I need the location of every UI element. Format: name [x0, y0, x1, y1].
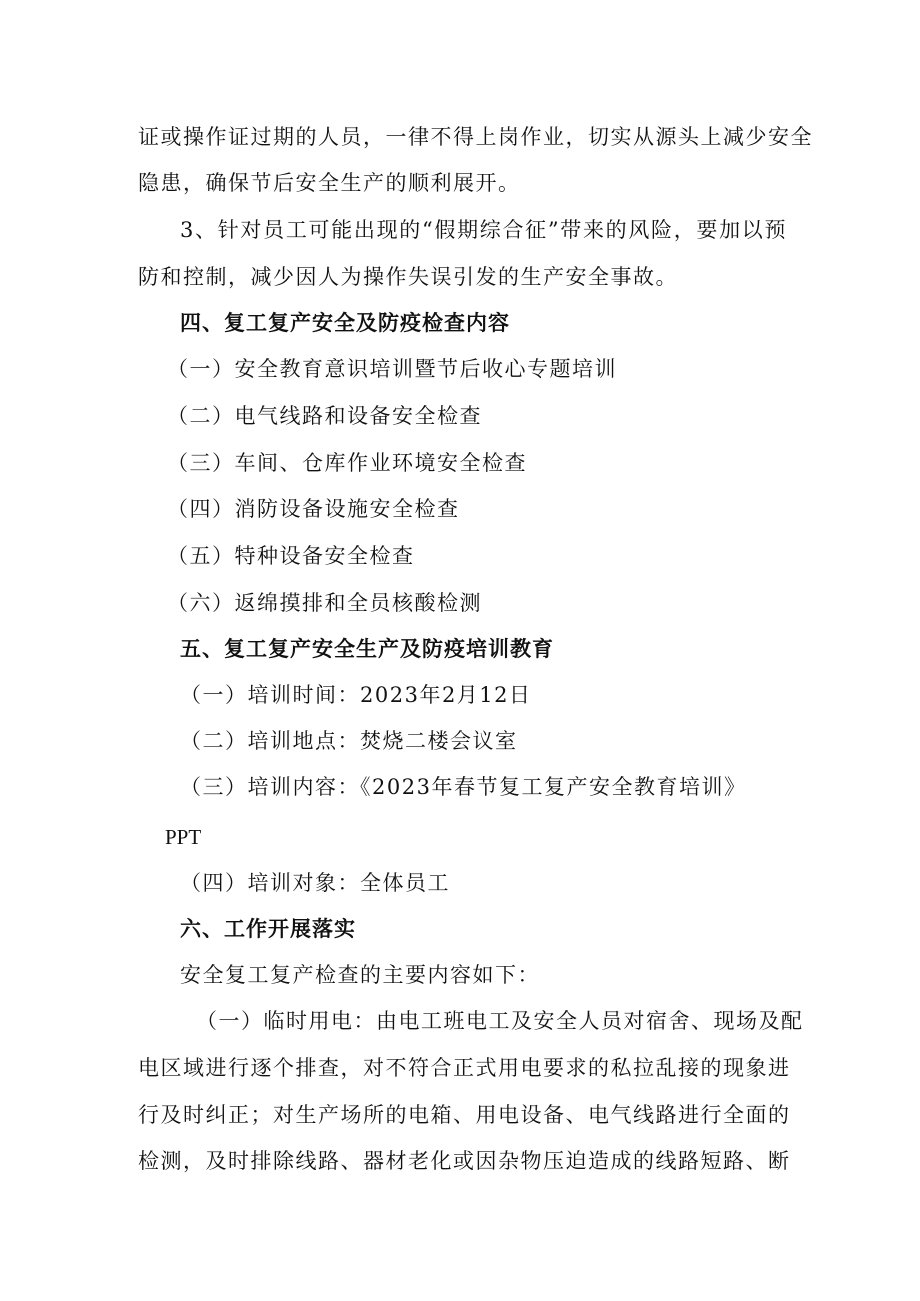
list-item: （二）培训地点：焚烧二楼会议室	[180, 729, 518, 753]
paragraph-line: 防和控制，减少因人为操作失误引发的生产安全事故。	[138, 265, 678, 289]
list-item: （四）培训对象：全体员工	[180, 871, 450, 895]
paragraph-line: 证或操作证过期的人员，一律不得上岗作业，切实从源头上减少安全	[138, 125, 813, 149]
paragraph-line: 行及时纠正；对生产场所的电箱、用电设备、电气线路进行全面的	[138, 1103, 791, 1127]
list-item: （三）车间、仓库作业环境安全检查	[167, 451, 527, 475]
section-heading: 五、复工复产安全生产及防疫培训教育	[180, 636, 554, 661]
list-item: （六）返绵摸排和全员核酸检测	[167, 591, 482, 615]
section-heading: 四、复工复产安全及防疫检查内容	[180, 310, 510, 335]
list-item: （二）电气线路和设备安全检查	[167, 404, 482, 428]
paragraph-line: 隐患，确保节后安全生产的顺利展开。	[138, 171, 521, 195]
list-item: （四）消防设备设施安全检查	[167, 497, 460, 521]
section-heading: 六、工作开展落实	[180, 916, 356, 941]
list-item-continuation: PPT	[165, 825, 202, 849]
paragraph-line: 安全复工复产检查的主要内容如下：	[180, 963, 540, 987]
paragraph-line: （一）临时用电：由电工班电工及安全人员对宿舍、现场及配	[196, 1009, 804, 1033]
list-item: （五）特种设备安全检查	[167, 544, 415, 568]
list-item: （三）培训内容：《2023年春节复工复产安全教育培训》	[180, 775, 747, 799]
paragraph-line: 电区域进行逐个排查，对不符合正式用电要求的私拉乱接的现象进	[138, 1056, 791, 1080]
list-item: （一）培训时间：2023年2月12日	[180, 683, 532, 707]
list-item: （一）安全教育意识培训暨节后收心专题培训	[167, 357, 617, 381]
paragraph-line: 检测，及时排除线路、器材老化或因杂物压迫造成的线路短路、断	[138, 1149, 791, 1173]
paragraph-line: 3、针对员工可能出现的“假期综合征”带来的风险，要加以预	[180, 218, 787, 242]
